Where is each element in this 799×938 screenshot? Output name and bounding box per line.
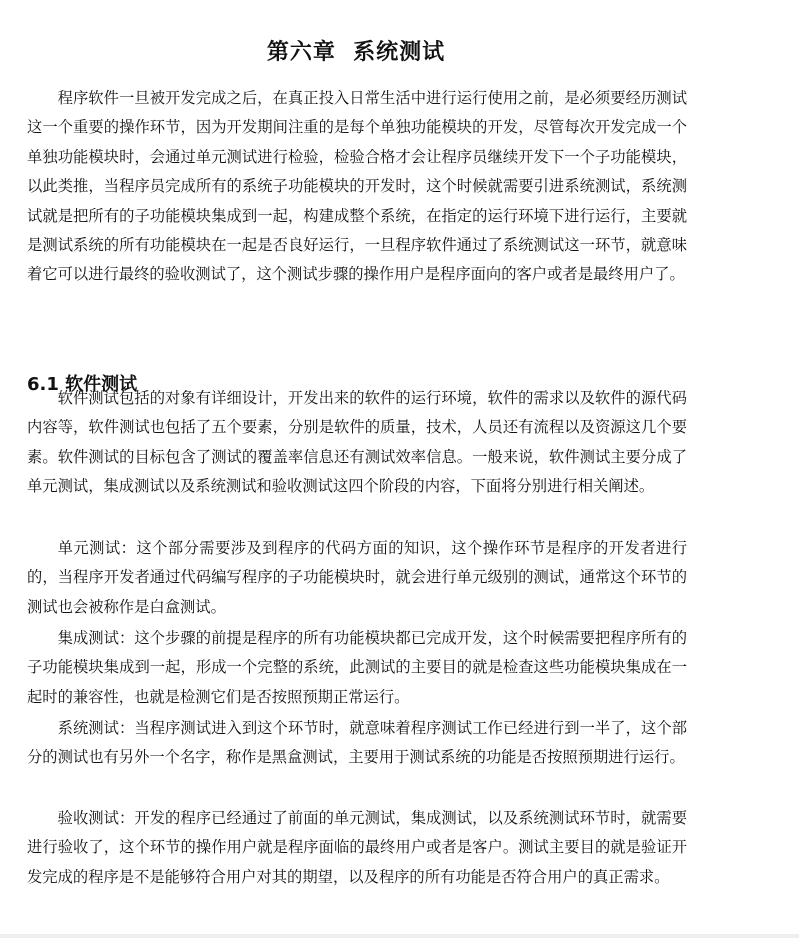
intro-paragraph: 程序软件一旦被开发完成之后，在真正投入日常生活中进行运行使用之前，是必须要经历测试这一个重要的操作环节，因为开发期间注重的是每个单独功能模块的开发，尽管每次开发完成一个单独功能模块时，会通过单元测试进行检验，检验合格才会让程序员继续开发下一个子功能模块，以此类推，当程序员完成所有的系统子功能模块的开发时，这个时候就需要引进系统测试，系统测试就是把所有的子功能模块集成到一起，构建成整个系统，在指定的运行环境下进行运行，主要就是测试系统的所有功能模块在一起是否良好运行，一旦程序软件通过了系统测试这一环节，就意味着它可以进行最终的验收测试了，这个测试步骤的操作用户是程序面向的客户或者是最终用户了。 (27, 89, 687, 284)
chapter-title: 第六章 系统测试 (266, 39, 446, 65)
unit-testing-paragraph: 单元测试：这个部分需要涉及到程序的代码方面的知识，这个操作环节是程序的开发者进行的，当程序开发者通过代码编写程序的子功能模块时，就会进行单元级别的测试，通常这个环节的测试也会被称作是白盒测试。 (27, 539, 687, 616)
system-testing-paragraph: 系统测试：当程序测试进入到这个环节时，就意味着程序测试工作已经进行到一半了，这个部分的测试也有另外一个名字，称作是黑盒测试，主要用于测试系统的功能是否按照预期进行运行。 (27, 719, 687, 767)
page-bottom-edge (0, 934, 799, 938)
acceptance-testing-paragraph: 验收测试：开发的程序已经通过了前面的单元测试，集成测试，以及系统测试环节时，就需要进行验收了，这个环节的操作用户就是程序面临的最终用户或者是客户。测试主要目的就是验证开发完成的程序是不是能够符合用户对其的期望，以及程序的所有功能是否符合用户的真正需求。 (27, 809, 687, 886)
section-heading: 6.1 软件测试 (27, 373, 138, 395)
software-testing-paragraph: 软件测试包括的对象有详细设计，开发出来的软件的运行环境，软件的需求以及软件的源代码内容等，软件测试也包括了五个要素，分别是软件的质量，技术，人员还有流程以及资源这几个要素。软件测试的目标包含了测试的覆盖率信息还有测试效率信息。一般来说，软件测试主要分成了单元测试，集成测试以及系统测试和验收测试这四个阶段的内容，下面将分别进行相关阐述。 (27, 389, 687, 496)
integration-testing-paragraph: 集成测试：这个步骤的前提是程序的所有功能模块都已完成开发，这个时候需要把程序所有的子功能模块集成到一起，形成一个完整的系统，此测试的主要目的就是检查这些功能模块集成在一起时的兼容性，也就是检测它们是否按照预期正常运行。 (27, 629, 687, 706)
